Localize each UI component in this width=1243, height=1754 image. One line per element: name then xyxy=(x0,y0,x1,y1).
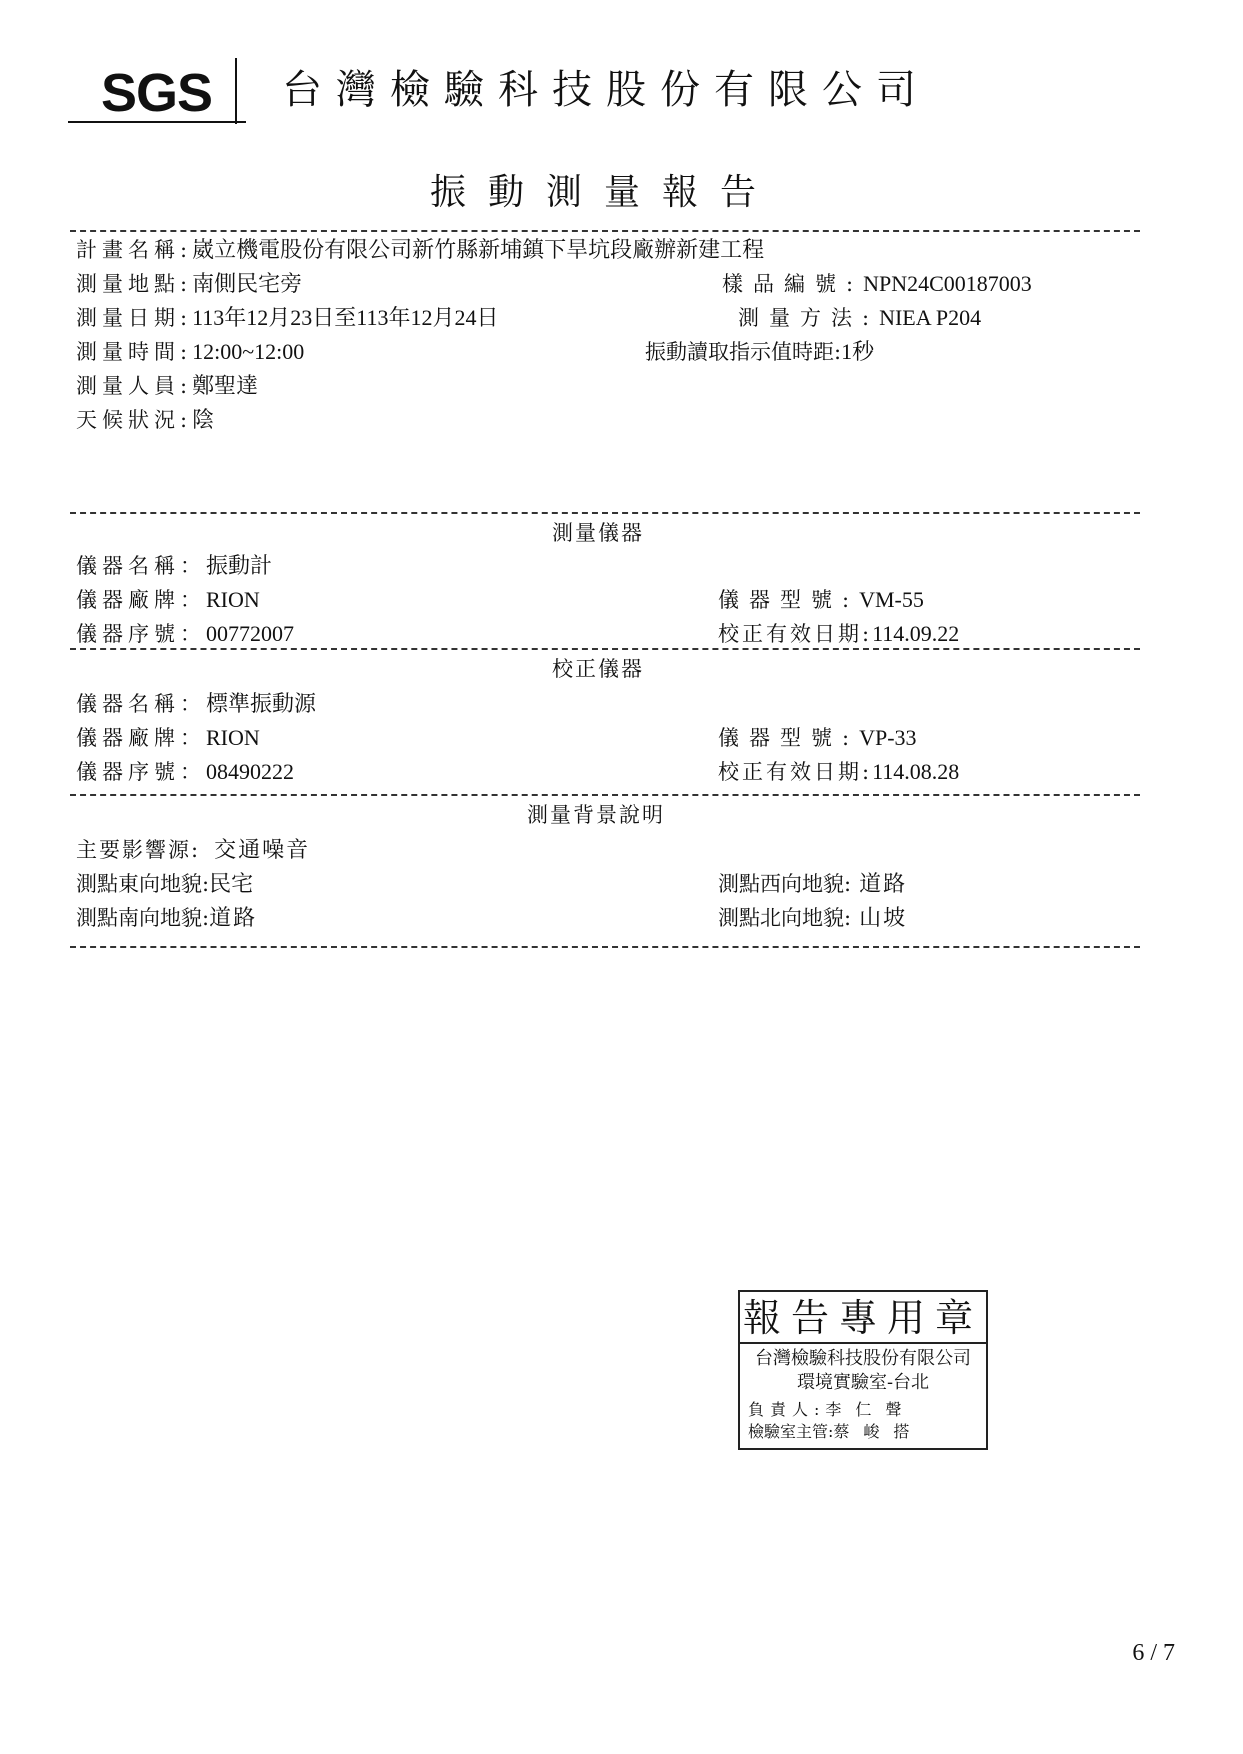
mi-serial-value: 00772007 xyxy=(206,621,294,646)
mi-brand-row xyxy=(76,586,260,614)
report-title: 振動測量報告 xyxy=(430,172,779,213)
weather-row xyxy=(76,406,214,434)
east-row xyxy=(76,870,253,898)
source-value: 交通噪音 xyxy=(214,837,311,862)
mi-model-value: VM-55 xyxy=(859,587,924,612)
stamp-head-row xyxy=(748,1400,915,1420)
location-row xyxy=(76,270,302,298)
stamp-head-label: 負責人: xyxy=(748,1400,826,1419)
east-value: 民宅 xyxy=(209,871,254,896)
ci-serial-value: 08490222 xyxy=(206,759,294,784)
date-value: 113年12月23日至113年12月24日 xyxy=(192,305,499,330)
mi-name-label: 儀器名稱： xyxy=(76,554,206,578)
divider xyxy=(70,648,1140,650)
time-label: 測量時間: xyxy=(76,340,193,364)
sample-no-row xyxy=(722,270,1032,298)
logo-underline xyxy=(68,121,246,123)
project-value: 崴立機電股份有限公司新竹縣新埔鎮下旱坑段廠辦新建工程 xyxy=(192,237,765,262)
weather-label: 天候狀況: xyxy=(76,408,193,432)
interval-label: 振動讀取指示值時距: xyxy=(645,340,842,364)
ci-model-label: 儀器型號: xyxy=(718,726,860,750)
staff-value: 鄭聖達 xyxy=(192,373,259,398)
north-value: 山坡 xyxy=(859,905,908,930)
stamp-manager-value: 蔡峻搭 xyxy=(833,1422,924,1441)
company-name: 台灣檢驗科技股份有限公司 xyxy=(282,67,930,113)
staff-row xyxy=(76,372,258,400)
stamp-title: 報告專用章 xyxy=(742,1296,983,1340)
interval-row xyxy=(645,338,874,366)
mi-brand-label: 儀器廠牌： xyxy=(76,588,206,612)
ci-cal-date-value: 114.08.28 xyxy=(872,759,960,784)
north-row xyxy=(718,904,907,932)
sample-no-value: NPN24C00187003 xyxy=(863,271,1032,296)
page-number: 6 / 7 xyxy=(1132,1640,1175,1666)
stamp-company: 台灣檢驗科技股份有限公司 xyxy=(755,1348,971,1369)
stamp-lab: 環境實驗室-台北 xyxy=(796,1372,930,1393)
location-label: 測量地點: xyxy=(76,272,193,296)
mi-serial-row xyxy=(76,620,294,648)
location-value: 南側民宅旁 xyxy=(192,271,303,296)
ci-model-row xyxy=(718,724,917,752)
method-label: 測量方法: xyxy=(738,306,880,330)
ci-brand-value: RION xyxy=(206,725,260,750)
ci-brand-label: 儀器廠牌： xyxy=(76,726,206,750)
ci-name-row xyxy=(76,690,316,718)
report-stamp xyxy=(738,1290,988,1450)
south-row xyxy=(76,904,257,932)
measuring-instrument-title: 測量儀器 xyxy=(552,521,644,545)
mi-cal-date-row xyxy=(718,620,959,648)
ci-cal-date-row xyxy=(718,758,959,786)
sample-no-label: 樣品編號: xyxy=(722,272,864,296)
divider xyxy=(70,794,1140,796)
mi-cal-date-value: 114.09.22 xyxy=(872,621,960,646)
mi-model-label: 儀器型號: xyxy=(718,588,860,612)
sgs-logo: SGS xyxy=(101,63,213,123)
west-label: 測點西向地貌: xyxy=(718,872,852,896)
stamp-divider xyxy=(740,1342,986,1344)
mi-name-value: 振動計 xyxy=(206,553,273,578)
time-row xyxy=(76,338,304,366)
ci-brand-row xyxy=(76,724,260,752)
ci-name-value: 標準振動源 xyxy=(206,691,317,716)
date-label: 測量日期: xyxy=(76,306,193,330)
mi-name-row xyxy=(76,552,272,580)
weather-value: 陰 xyxy=(192,407,215,432)
ci-model-value: VP-33 xyxy=(859,725,917,750)
ci-serial-label: 儀器序號： xyxy=(76,760,206,784)
interval-value: 1秒 xyxy=(841,339,875,364)
south-value: 道路 xyxy=(209,905,258,930)
background-title: 測量背景說明 xyxy=(527,803,665,827)
source-label: 主要影響源: xyxy=(76,838,201,862)
time-value: 12:00~12:00 xyxy=(192,339,305,364)
method-row xyxy=(738,304,981,332)
west-value: 道路 xyxy=(859,871,908,896)
ci-name-label: 儀器名稱： xyxy=(76,692,206,716)
project-label: 計畫名稱: xyxy=(76,238,193,262)
west-row xyxy=(718,870,907,898)
method-value: NIEA P204 xyxy=(879,305,982,330)
south-label: 測點南向地貌: xyxy=(76,906,210,930)
mi-cal-date-label: 校正有效日期: xyxy=(718,622,873,646)
project-row xyxy=(76,236,764,264)
stamp-manager-row xyxy=(748,1422,923,1442)
calibration-instrument-title: 校正儀器 xyxy=(552,657,644,681)
source-row xyxy=(76,836,310,864)
date-row xyxy=(76,304,498,332)
staff-label: 測量人員: xyxy=(76,374,193,398)
stamp-manager-label: 檢驗室主管: xyxy=(748,1422,834,1441)
north-label: 測點北向地貌: xyxy=(718,906,852,930)
mi-model-row xyxy=(718,586,924,614)
divider xyxy=(70,946,1140,948)
ci-cal-date-label: 校正有效日期: xyxy=(718,760,873,784)
divider xyxy=(70,230,1140,232)
stamp-head-value: 李仁聲 xyxy=(825,1400,916,1419)
logo-divider xyxy=(235,58,237,124)
mi-brand-value: RION xyxy=(206,587,260,612)
ci-serial-row xyxy=(76,758,294,786)
mi-serial-label: 儀器序號： xyxy=(76,622,206,646)
divider xyxy=(70,512,1140,514)
east-label: 測點東向地貌: xyxy=(76,872,210,896)
